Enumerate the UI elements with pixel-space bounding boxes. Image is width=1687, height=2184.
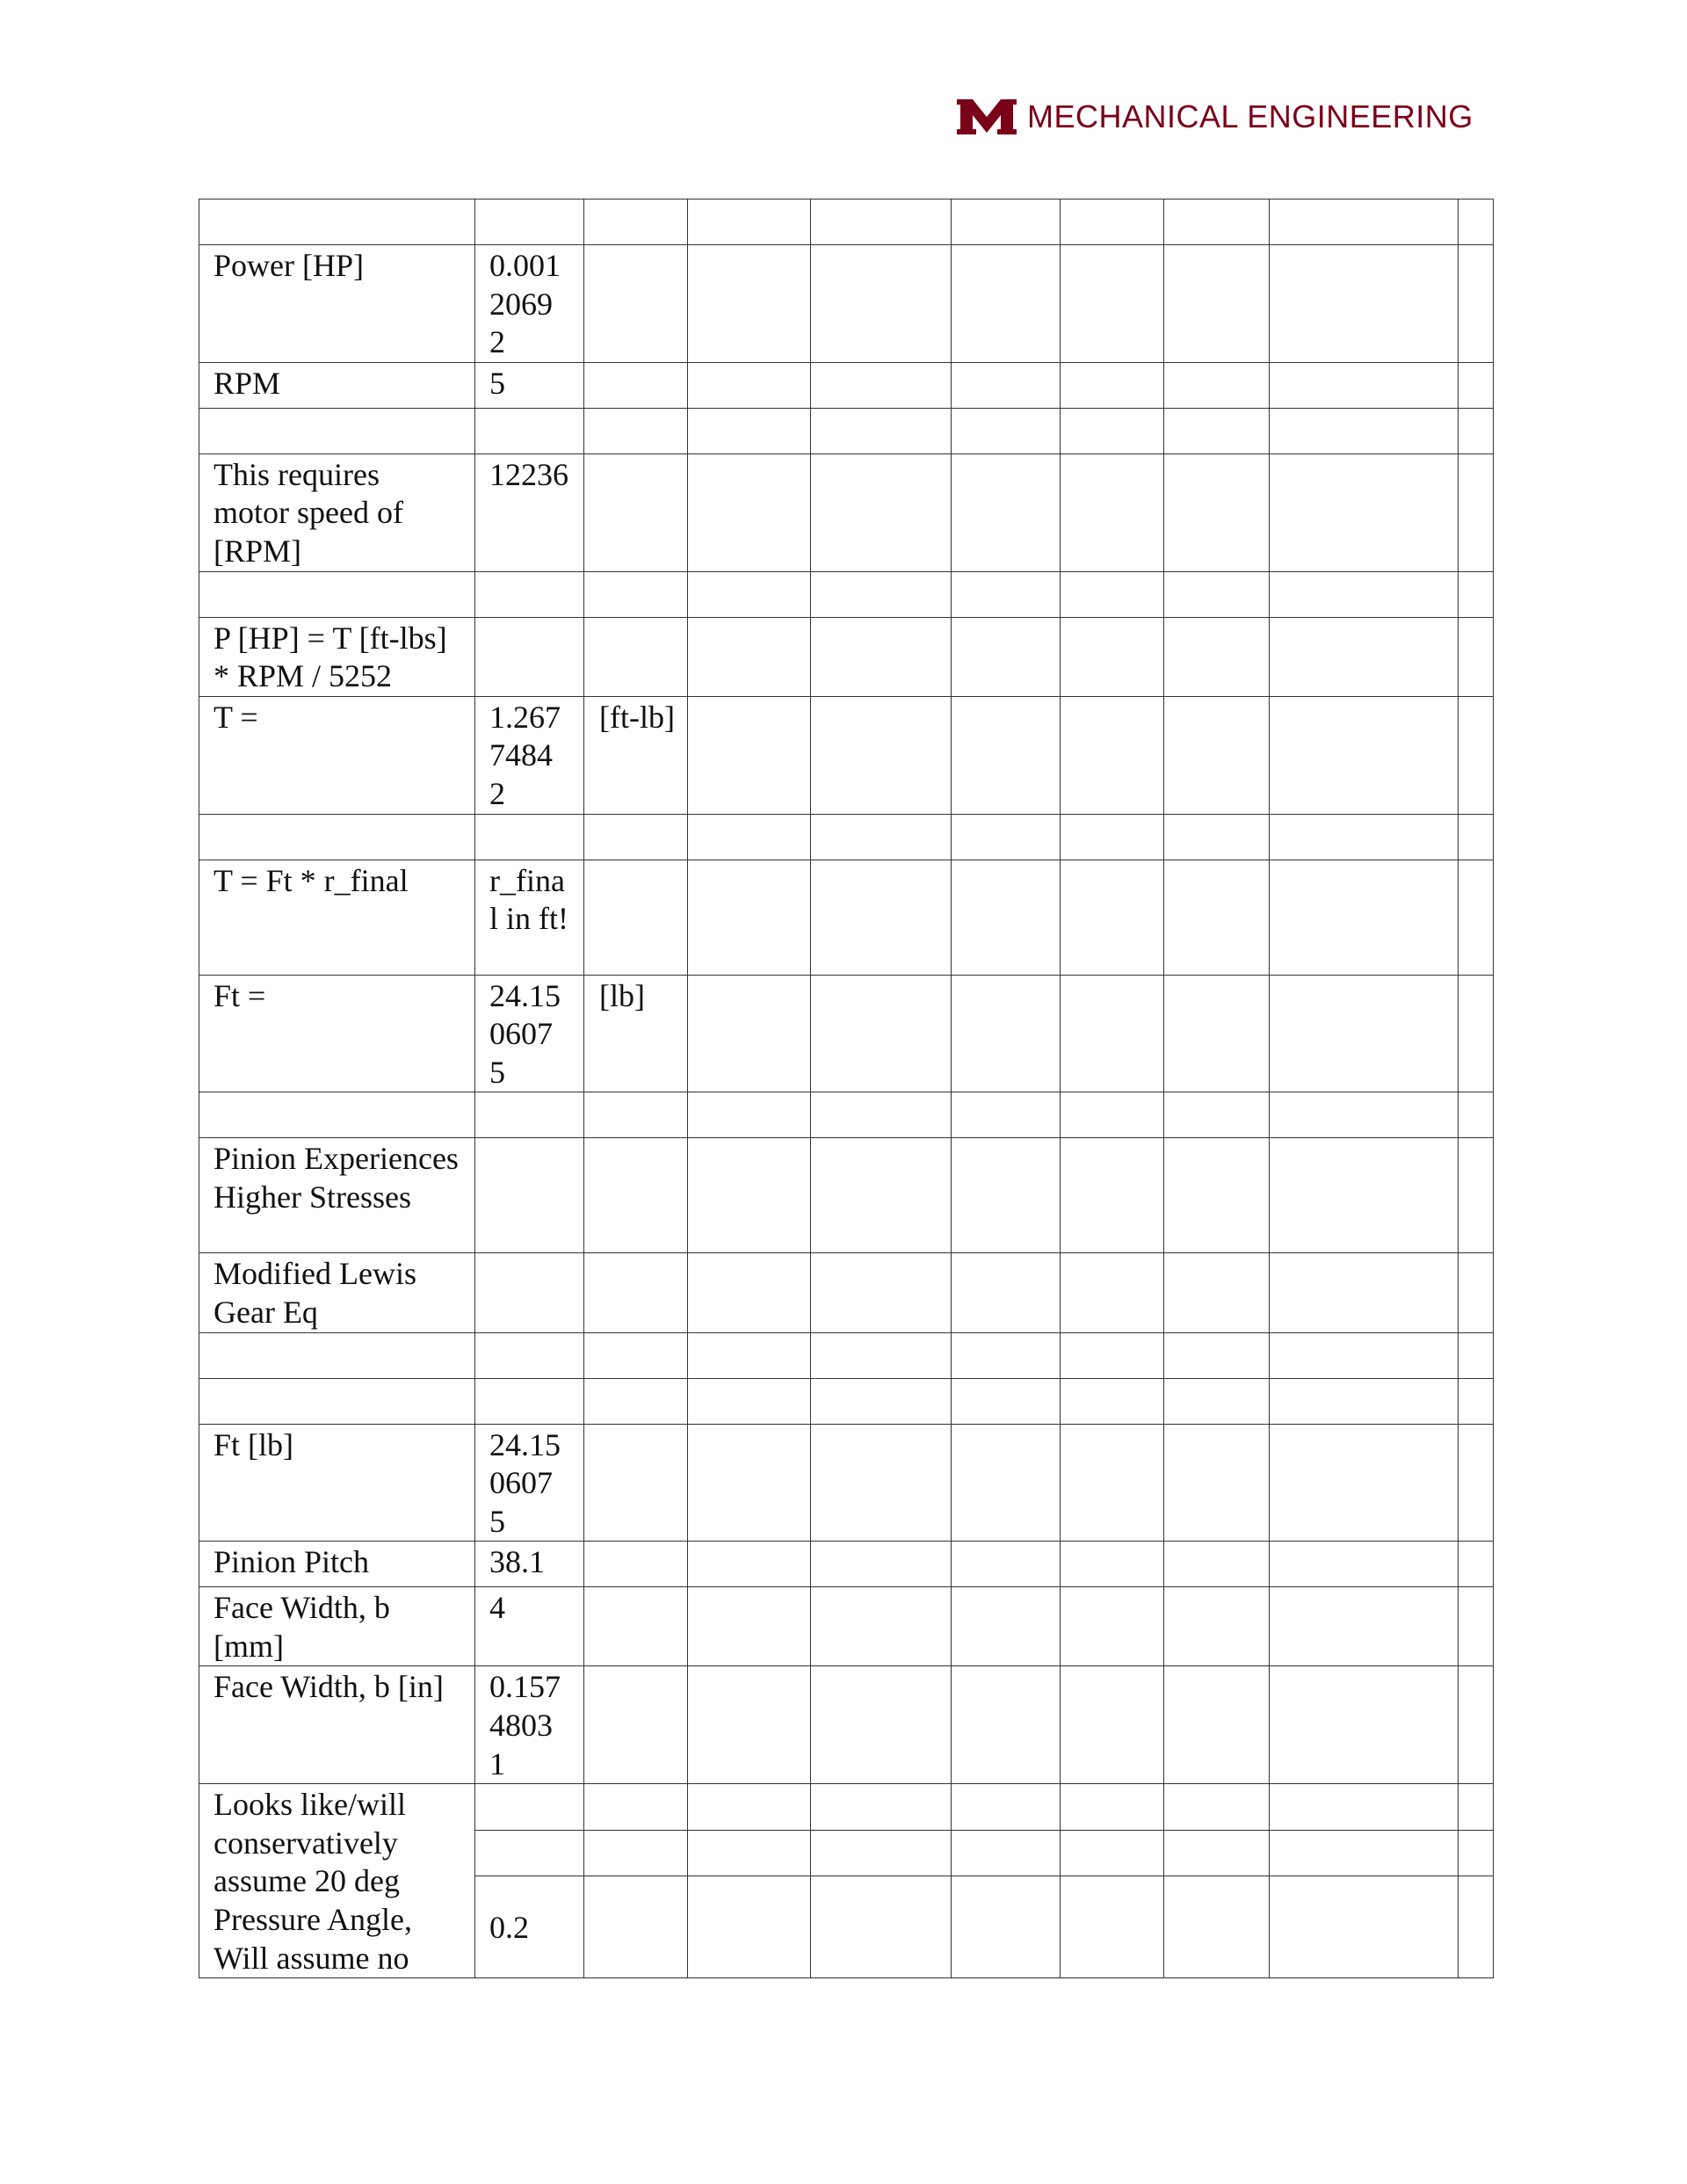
empty-cell (1061, 1092, 1164, 1138)
empty-cell (1270, 362, 1459, 408)
empty-cell (1459, 814, 1494, 860)
empty-cell (1270, 696, 1459, 814)
empty-cell (1459, 975, 1494, 1092)
row-value: r_final in ft! (475, 860, 584, 975)
row-unit (584, 362, 688, 408)
empty-cell (1164, 200, 1270, 245)
row-unit (584, 1378, 688, 1424)
empty-cell (1061, 696, 1164, 814)
empty-cell (688, 1253, 811, 1332)
row-unit (584, 1332, 688, 1378)
row-label: T = (199, 696, 475, 814)
empty-cell (1164, 1378, 1270, 1424)
table-row (199, 571, 1494, 617)
empty-cell (811, 245, 952, 363)
empty-cell (1164, 1092, 1270, 1138)
table-row (199, 1332, 1494, 1378)
empty-cell (811, 200, 952, 245)
empty-cell (952, 860, 1061, 975)
empty-cell (688, 696, 811, 814)
empty-cell (1270, 1332, 1459, 1378)
row-label: Pinion Pitch (199, 1542, 475, 1587)
row-value (475, 1138, 584, 1253)
empty-cell (1164, 1876, 1270, 1978)
row-label: Ft = (199, 975, 475, 1092)
row-value (475, 571, 584, 617)
empty-cell (688, 453, 811, 571)
row-unit (584, 1424, 688, 1542)
row-unit (584, 1138, 688, 1253)
empty-cell (1270, 200, 1459, 245)
empty-cell (811, 1138, 952, 1253)
empty-cell (1061, 1876, 1164, 1978)
row-unit (584, 814, 688, 860)
row-value (475, 1378, 584, 1424)
row-value: 0.2 (475, 1876, 584, 1978)
empty-cell (1270, 1424, 1459, 1542)
row-label: Modified Lewis Gear Eq (199, 1253, 475, 1332)
empty-cell (688, 1587, 811, 1666)
empty-cell (1164, 1332, 1270, 1378)
row-value (475, 1092, 584, 1138)
empty-cell (952, 1332, 1061, 1378)
empty-cell (1270, 860, 1459, 975)
empty-cell (1164, 1830, 1270, 1876)
table-row (199, 408, 1494, 453)
empty-cell (1459, 245, 1494, 363)
empty-cell (952, 814, 1061, 860)
empty-cell (811, 1784, 952, 1830)
table-row (199, 200, 1494, 245)
row-value: 12236 (475, 453, 584, 571)
empty-cell (952, 1092, 1061, 1138)
row-value (475, 408, 584, 453)
table-row (199, 245, 1494, 363)
empty-cell (1164, 1666, 1270, 1784)
row-label: Ft [lb] (199, 1424, 475, 1542)
row-label (199, 1378, 475, 1424)
empty-cell (1270, 408, 1459, 453)
empty-cell (811, 1876, 952, 1978)
table-row (199, 1666, 1494, 1784)
empty-cell (1164, 617, 1270, 696)
empty-cell (1061, 1332, 1164, 1378)
empty-cell (811, 617, 952, 696)
empty-cell (952, 245, 1061, 363)
row-label (199, 1092, 475, 1138)
empty-cell (1270, 453, 1459, 571)
empty-cell (1270, 1138, 1459, 1253)
row-label: Face Width, b [in] (199, 1666, 475, 1784)
row-label (199, 571, 475, 617)
empty-cell (688, 617, 811, 696)
table-row (199, 860, 1494, 975)
empty-cell (1061, 1784, 1164, 1830)
empty-cell (1061, 362, 1164, 408)
row-value (475, 814, 584, 860)
empty-cell (584, 1784, 688, 1830)
empty-cell (811, 1253, 952, 1332)
empty-cell (1459, 1876, 1494, 1978)
empty-cell (1270, 1876, 1459, 1978)
empty-cell (1459, 1424, 1494, 1542)
row-value: 5 (475, 362, 584, 408)
empty-cell (688, 571, 811, 617)
row-value (475, 617, 584, 696)
empty-cell (1270, 1253, 1459, 1332)
empty-cell (1459, 617, 1494, 696)
table-row (199, 617, 1494, 696)
table-row (199, 453, 1494, 571)
empty-cell (1459, 1587, 1494, 1666)
empty-cell (1164, 408, 1270, 453)
empty-cell (1061, 1378, 1164, 1424)
empty-cell (952, 1666, 1061, 1784)
empty-cell (584, 1876, 688, 1978)
empty-cell (688, 1332, 811, 1378)
row-value (475, 1253, 584, 1332)
table-row (199, 1587, 1494, 1666)
empty-cell (952, 1784, 1061, 1830)
empty-cell (1061, 860, 1164, 975)
row-unit (584, 571, 688, 617)
empty-cell (1164, 1587, 1270, 1666)
empty-cell (688, 1378, 811, 1424)
empty-cell (1164, 975, 1270, 1092)
empty-cell (952, 696, 1061, 814)
empty-cell (1061, 408, 1164, 453)
empty-cell (688, 1138, 811, 1253)
empty-cell (1270, 1784, 1459, 1830)
empty-cell (1061, 814, 1164, 860)
empty-cell (1459, 1332, 1494, 1378)
row-label: T = Ft * r_final (199, 860, 475, 975)
row-unit (584, 1666, 688, 1784)
empty-cell (1270, 975, 1459, 1092)
row-value: 0.0012069 2 (475, 245, 584, 363)
empty-cell (1459, 1253, 1494, 1332)
row-label: RPM (199, 362, 475, 408)
row-value: 38.1 (475, 1542, 584, 1587)
empty-cell (1164, 362, 1270, 408)
empty-cell (811, 1424, 952, 1542)
empty-cell (1061, 453, 1164, 571)
table-row (199, 1542, 1494, 1587)
empty-cell (688, 1876, 811, 1978)
empty-cell (811, 696, 952, 814)
table-body (199, 200, 1494, 1978)
empty-cell (811, 814, 952, 860)
empty-cell (811, 1830, 952, 1876)
university-m-icon (955, 98, 1018, 136)
empty-cell (1061, 1138, 1164, 1253)
table-row (199, 1784, 1494, 1830)
empty-cell (688, 1666, 811, 1784)
empty-cell (952, 617, 1061, 696)
table-row (199, 1424, 1494, 1542)
empty-cell (1061, 1830, 1164, 1876)
empty-cell (952, 362, 1061, 408)
empty-cell (688, 1542, 811, 1587)
empty-cell (1061, 245, 1164, 363)
empty-cell (1061, 1253, 1164, 1332)
empty-cell (1459, 1138, 1494, 1253)
empty-cell (688, 1784, 811, 1830)
empty-cell (1459, 696, 1494, 814)
empty-cell (1164, 1784, 1270, 1830)
empty-cell (1459, 571, 1494, 617)
row-unit (584, 453, 688, 571)
empty-cell (1270, 1666, 1459, 1784)
empty-cell (688, 1092, 811, 1138)
row-value: 24.150607 5 (475, 975, 584, 1092)
row-unit (584, 200, 688, 245)
empty-cell (1270, 245, 1459, 363)
empty-cell (811, 1587, 952, 1666)
row-unit (584, 1542, 688, 1587)
empty-cell (1270, 1092, 1459, 1138)
row-value (475, 200, 584, 245)
table-row (199, 696, 1494, 814)
row-label (199, 814, 475, 860)
row-label: Power [HP] (199, 245, 475, 363)
empty-cell (811, 1666, 952, 1784)
row-label (199, 1332, 475, 1378)
row-unit (584, 1092, 688, 1138)
row-label (199, 408, 475, 453)
row-unit (584, 860, 688, 975)
empty-cell (811, 408, 952, 453)
row-label: Face Width, b [mm] (199, 1587, 475, 1666)
empty-cell (811, 1332, 952, 1378)
empty-cell (1270, 1587, 1459, 1666)
empty-cell (1061, 617, 1164, 696)
empty-cell (1061, 200, 1164, 245)
row-label: Pinion Experiences Higher Stresses (199, 1138, 475, 1253)
row-unit (584, 408, 688, 453)
empty-cell (811, 860, 952, 975)
empty-cell (1061, 1587, 1164, 1666)
empty-cell (952, 1876, 1061, 1978)
header-logo (955, 95, 1473, 139)
empty-cell (688, 814, 811, 860)
empty-cell (1061, 1666, 1164, 1784)
table-row (199, 362, 1494, 408)
empty-cell (688, 1424, 811, 1542)
empty-cell (952, 1378, 1061, 1424)
empty-cell (1061, 1424, 1164, 1542)
empty-cell (688, 408, 811, 453)
empty-cell (1270, 1830, 1459, 1876)
empty-cell (1164, 453, 1270, 571)
calculation-table (199, 199, 1494, 1978)
empty-cell (1459, 408, 1494, 453)
empty-cell (1061, 975, 1164, 1092)
table-row (199, 814, 1494, 860)
empty-cell (1459, 1666, 1494, 1784)
row-value: 4 (475, 1587, 584, 1666)
logo-text: MECHANICAL ENGINEERING (1027, 98, 1473, 134)
empty-cell (811, 1092, 952, 1138)
empty-cell (1164, 571, 1270, 617)
empty-cell (1459, 1092, 1494, 1138)
empty-cell (952, 975, 1061, 1092)
empty-cell (811, 362, 952, 408)
row-unit (584, 245, 688, 363)
empty-cell (952, 1830, 1061, 1876)
empty-cell (811, 571, 952, 617)
empty-cell (1459, 1784, 1494, 1830)
row-value: 1.2677484 2 (475, 696, 584, 814)
empty-cell (811, 453, 952, 571)
empty-cell (1459, 200, 1494, 245)
row-value: 0.1574803 1 (475, 1666, 584, 1784)
row-label: P [HP] = T [ft-lbs] * RPM / 5252 (199, 617, 475, 696)
empty-cell (1270, 1378, 1459, 1424)
empty-cell (1164, 1542, 1270, 1587)
empty-cell (1164, 860, 1270, 975)
empty-cell (952, 408, 1061, 453)
empty-cell (1459, 1378, 1494, 1424)
empty-cell (1459, 860, 1494, 975)
empty-cell (688, 362, 811, 408)
empty-cell (688, 860, 811, 975)
empty-cell (952, 1587, 1061, 1666)
row-value (475, 1332, 584, 1378)
empty-cell (952, 453, 1061, 571)
empty-cell (688, 975, 811, 1092)
row-label: Looks like/will conservatively assume 20 deg Pressure Angle, Will assume no (199, 1784, 475, 1978)
row-unit (584, 617, 688, 696)
table-row (199, 975, 1494, 1092)
empty-cell (1164, 1424, 1270, 1542)
empty-cell (1270, 814, 1459, 860)
empty-cell (952, 571, 1061, 617)
table-row (199, 1138, 1494, 1253)
empty-cell (811, 1378, 952, 1424)
empty-cell (952, 1424, 1061, 1542)
row-unit: [ft-lb] (584, 696, 688, 814)
empty-cell (1459, 362, 1494, 408)
empty-cell (952, 1253, 1061, 1332)
empty-cell (688, 245, 811, 363)
empty-cell (1270, 1542, 1459, 1587)
empty-cell (1270, 571, 1459, 617)
empty-cell (1164, 1253, 1270, 1332)
row-label: This requires motor speed of [RPM] (199, 453, 475, 571)
row-unit: [lb] (584, 975, 688, 1092)
table-row (199, 1253, 1494, 1332)
empty-cell (811, 1542, 952, 1587)
empty-cell (811, 975, 952, 1092)
empty-cell (688, 1830, 811, 1876)
empty-cell (1459, 453, 1494, 571)
empty-cell (952, 200, 1061, 245)
empty-cell (1164, 814, 1270, 860)
row-label (199, 200, 475, 245)
empty-cell (952, 1138, 1061, 1253)
empty-cell (584, 1830, 688, 1876)
row-value (475, 1830, 584, 1876)
empty-cell (688, 200, 811, 245)
row-value (475, 1784, 584, 1830)
row-value: 24.150607 5 (475, 1424, 584, 1542)
empty-cell (1164, 245, 1270, 363)
empty-cell (952, 1542, 1061, 1587)
empty-cell (1164, 1138, 1270, 1253)
row-unit (584, 1587, 688, 1666)
empty-cell (1459, 1542, 1494, 1587)
table-row (199, 1092, 1494, 1138)
empty-cell (1164, 696, 1270, 814)
empty-cell (1061, 1542, 1164, 1587)
table-row (199, 1378, 1494, 1424)
empty-cell (1061, 571, 1164, 617)
row-unit (584, 1253, 688, 1332)
empty-cell (1270, 617, 1459, 696)
empty-cell (1459, 1830, 1494, 1876)
